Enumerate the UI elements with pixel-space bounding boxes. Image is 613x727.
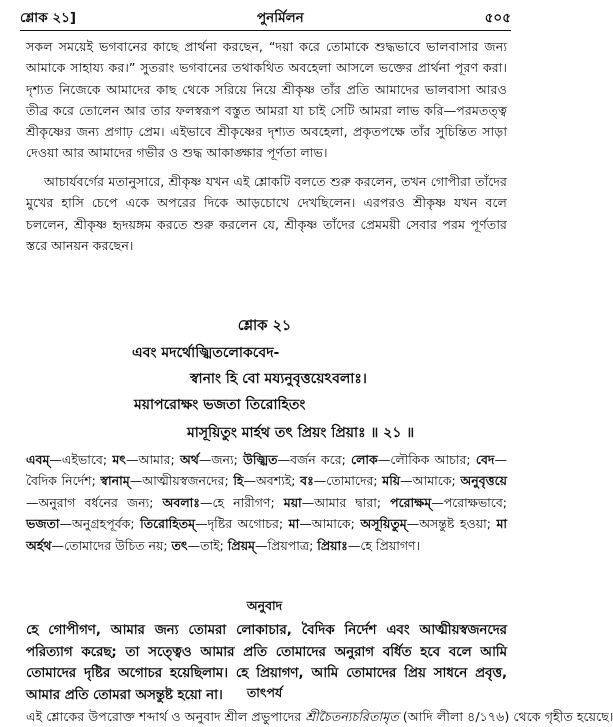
synonym-meaning: —দৃষ্টির অগোচর; (195, 516, 289, 532)
synonym-meaning: —বৈদিক নির্দেশ; (26, 452, 508, 489)
word-meanings (26, 449, 507, 556)
commentary-paragraph-2: আচার্যবর্গের মতানুসারে, শ্রীকৃষ্ণ যখন এই শ্লোকটি বলতে শুরু করলেন, তখন গোপীরা তাঁদের মুখের হাসি চেপে একে অপরের দিকে আড়চোখে দেখছিলেন। এরপরও শ্রীকৃষ্ণ যখন বলে চললেন, শ্রীকৃষ্ণ হৃদয়ঙ্গম করতে শুরু করলেন যে, শ্রীকৃষ্ণ তাঁদের প্রেমময়ী সেবার পরম পূর্ণতার স্তরে আনয়ন করছেন। (26, 174, 507, 253)
synonym-meaning: —পরোক্ষভাবে; (431, 494, 507, 510)
synonym-meaning: —হে প্রিয়াগণ। (347, 537, 421, 553)
synonym-word: অবলাঃ (162, 494, 200, 510)
synonym-meaning: —জন্য; (198, 452, 244, 467)
commentary-paragraph-1: সকল সময়েই ভগবানের কাছে প্রার্থনা করছেন, “দয়া করে তোমাকে শুদ্ধভাবে ভালবাসার জন্য আমাকে সাহায্য কর।” সুতরাং ভগবানের তথাকথিত অবহেলা আসলে ভক্তের প্রার্থনা পূরণ করা। দৃশ্যত নিজেকে আমাদের কাছ থেকে সরিয়ে নিয়ে শ্রীকৃষ্ণ তাঁর প্রতি আমাদের ভালবাসা আরও তীব্র করে তোলেন আর তার ফলস্বরূপ বস্তুত আমরা যা চাই সেটি আমরা লাভ করি—পরমতত্ত্ব শ্রীকৃষ্ণের জন্য প্রগাঢ় প্রেম। এইভাবে শ্রীকৃষ্ণের দৃশ্যত অবহেলা, প্রকৃতপক্ষে তাঁর সুচিন্তিত সাড়া দেওয়া আর আমাদের গভীর ও শুদ্ধ আকাঙ্ক্ষার পূর্ণতা লাভ। (26, 39, 508, 161)
synonym-word: অনুবৃত্তয়ে (460, 473, 507, 489)
synonym-word: হি (233, 473, 244, 489)
synonym-meaning: —অনুগ্রহপূর্বক; (59, 516, 141, 532)
synonym-word: তিরোহিতম্ (140, 516, 196, 532)
verse-heading: শ্লোক ২১ (237, 318, 292, 334)
translation-text: হে গোপীগণ, আমার জন্য তোমরা লোকাচার, বৈদিক নির্দেশ এবং আত্মীয়স্বজনদের পরিত্যাগ করেছ; তা সত্ত্বেও আমার প্রতি তোমাদের অনুরাগ বর্ধিত হবে বলে আমি তোমাদের দৃষ্টির অগোচর হয়েছিলাম। হে প্রিয়াগণ, আমি তোমাদের প্রিয় সাধনে প্রবৃত্ত, আমার প্রতি তোমরা অসন্তুষ্ট হয়ো না। (26, 623, 507, 703)
synonym-meaning: —এইভাবে; (49, 452, 113, 467)
synonym-word: ময়া (283, 494, 302, 510)
verse-line-3: ময়াপরোক্ষং ভজতা তিরোহিতং (134, 397, 306, 413)
verse-line-1: এবং মদর্থোজ্ঝিতলোকবেদ- (132, 345, 280, 361)
synonym-word: বেদ (475, 452, 495, 467)
synonym-meaning: —তোমাদের উচিত নয়; (51, 537, 172, 553)
synonym-word: মা অর্হথ (26, 516, 508, 553)
synonym-word: ময়ি (382, 473, 401, 489)
purport-text-start: এই শ্লোকের উপরোক্ত শব্দার্থ ও অনুবাদ শ্রীল প্রভুপাদের (26, 709, 306, 724)
verse-line-2: স্বানাং হি বো ময্যনুবৃত্তয়েঽবলাঃ। (190, 371, 367, 387)
verse-line-4: মাসূয়িতুং মার্হথ তৎ প্রিয়ং প্রিয়াঃ ॥ ২১ ॥ (187, 425, 415, 441)
synonym-word: মা (288, 516, 300, 532)
synonym-word: তৎ (171, 537, 188, 553)
synonym-meaning: —আমাকে; (400, 473, 461, 489)
synonym-meaning: —অবশ্যই; (243, 473, 301, 489)
synonym-meaning: —আমাকে; (299, 516, 361, 532)
translation-heading: অনুবাদ (246, 598, 283, 613)
synonym-word: প্রিয়াঃ (317, 537, 348, 553)
synonym-word: উজ্ঝিত (243, 452, 278, 467)
purport-text-end: (আদি লীলা ৪/১৭৬) থেকে গৃহীত হয়েছে। (398, 709, 613, 724)
synonym-meaning: —তোমাদের; (313, 473, 383, 489)
synonym-word: পরোক্ষম্ (390, 494, 432, 510)
synonym-meaning: —অনুরাগ বর্ধনের জন্য; (26, 494, 163, 510)
synonym-word: স্বানাম্ (100, 473, 130, 489)
purport-text (26, 706, 613, 727)
synonym-word: বঃ (300, 473, 314, 489)
synonym-meaning: —লৌকিক আচার; (377, 452, 476, 467)
synonym-meaning: —আমার; (125, 452, 180, 467)
purport-heading: তাৎপর্য (246, 685, 283, 700)
verse-reference: শ্লোক ২১] (20, 9, 77, 26)
synonym-word: মৎ (112, 452, 126, 467)
synonym-word: প্রিয়ম্ (227, 537, 255, 553)
synonym-meaning: —আত্মীয়স্বজনদের; (129, 473, 234, 489)
synonym-word: এবম্ (26, 452, 50, 467)
synonym-meaning: —প্রিয়পাত্র; (255, 537, 318, 553)
header-rule (20, 30, 511, 31)
page-header (20, 7, 511, 29)
synonym-word: অর্থ (179, 452, 199, 467)
synonym-word: লোক (351, 452, 378, 467)
synonym-meaning: —হে নারীগণ; (199, 494, 284, 510)
synonym-meaning: —অসন্তুষ্ট হওয়া; (406, 516, 497, 532)
synonym-meaning: —আমার দ্বারা; (301, 494, 391, 510)
synonym-meaning: —তাই; (187, 537, 228, 553)
book-title: শ্রীচৈতন্যচরিতামৃত (305, 709, 399, 724)
synonym-word: অসূয়িতুম্ (360, 516, 407, 532)
chapter-title: পুনর্মিলন (257, 9, 304, 26)
synonym-word: ভজতা (26, 516, 60, 532)
synonym-meaning: —বর্জন করে; (277, 452, 352, 467)
page-number: ৫০৫ (484, 9, 511, 26)
